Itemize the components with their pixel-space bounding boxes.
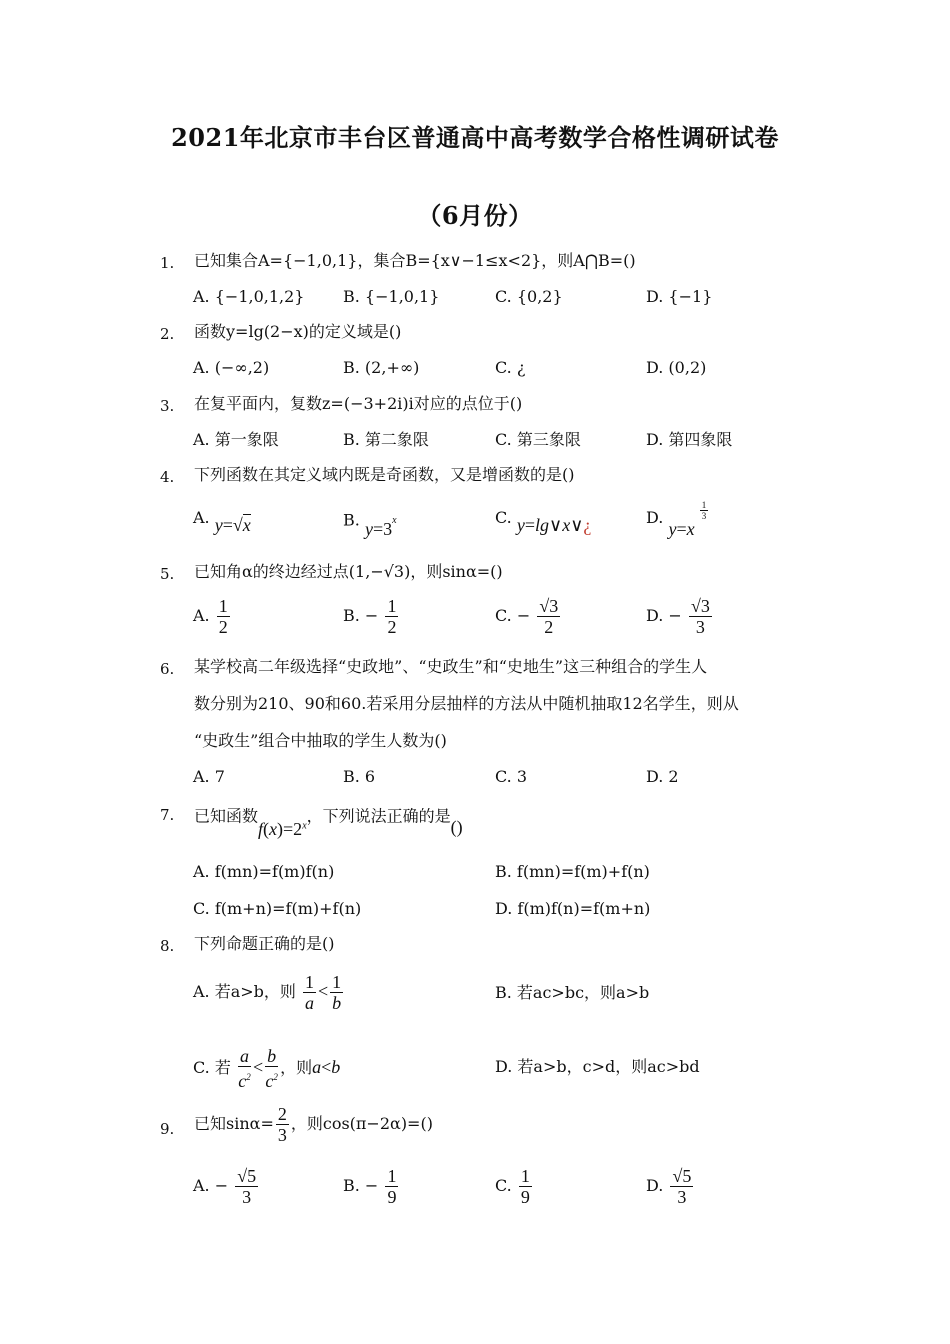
option-a[interactable]: A. f(mn)=f(m)f(n) (193, 862, 335, 881)
option-c[interactable]: C. − $\frac{√3}{2}$ (495, 596, 559, 637)
question-number: 1. (160, 254, 175, 272)
question-stem-line: “史政生”组合中抽取的学生人数为() (194, 731, 447, 750)
option-d[interactable]: D. (0,2) (646, 358, 707, 377)
option-label: B. − (343, 1176, 379, 1195)
question-number: 7. (160, 806, 175, 824)
option-d[interactable]: D. f(m)f(n)=f(m+n) (495, 899, 651, 918)
option-c[interactable]: C. f(m+n)=f(m)+f(n) (193, 899, 362, 918)
question-number: 9. (160, 1120, 175, 1138)
option-a[interactable]: A. 若a>b，则 $\frac{1}{a}$ < $\frac{1}{b}$ (193, 972, 342, 1013)
question-stem: 在复平面内，复数z=(−3+2i)i对应的点位于() (194, 394, 523, 413)
option-d[interactable]: D. 若a>b，c>d，则ac>bd (495, 1057, 700, 1076)
option-d[interactable]: D. 第四象限 (646, 430, 733, 449)
question-number: 4. (160, 468, 175, 486)
option-b[interactable]: B. {−1,0,1} (343, 287, 440, 306)
option-a[interactable]: A. y=√x (193, 508, 251, 535)
option-c[interactable]: C. y=lg∨x∨¿ (495, 508, 592, 535)
option-label: D. (646, 1176, 664, 1195)
option-b[interactable]: B. 第二象限 (343, 430, 429, 449)
option-a[interactable]: A. 7 (193, 767, 225, 786)
question-number: 3. (160, 397, 175, 415)
option-c[interactable]: C. 第三象限 (495, 430, 581, 449)
option-b[interactable]: B. − $\frac{1}{2}$ (343, 596, 397, 637)
option-label: B. − (343, 606, 379, 625)
question-stem: 下列命题正确的是() (194, 934, 335, 953)
option-label: B. (343, 510, 360, 530)
option-label: A. − (193, 1176, 229, 1195)
option-label: C. − (495, 606, 531, 625)
option-label: A. 若a>b，则 (193, 982, 296, 1001)
question-stem: 函数y=lg(2−x)的定义域是() (194, 322, 402, 341)
question-stem-line: 某学校高二年级选择“史政地”、“史政生”和“史地生”这三种组合的学生人 (194, 657, 708, 676)
exam-subtitle: （6月份） (417, 201, 533, 230)
question-number: 8. (160, 937, 175, 955)
option-b[interactable]: B. − $\frac{1}{9}$ (343, 1166, 397, 1207)
option-c[interactable]: C. ¿ (495, 358, 526, 377)
option-d[interactable]: D. − $\frac{√3}{3}$ (646, 596, 710, 637)
question-stem: 已知角α的终边经过点(1,−√3)，则sinα=() (194, 562, 503, 581)
stem-text: ，则cos(π−2α)=() (290, 1114, 433, 1133)
option-d[interactable]: D. $\frac{√5}{3}$ (646, 1166, 692, 1207)
option-label: C. (495, 508, 512, 527)
option-b[interactable]: B. $y=3^x$ (343, 510, 397, 540)
stem-text: 已知函数 (194, 806, 259, 826)
option-a[interactable]: A. − $\frac{√5}{3}$ (193, 1166, 257, 1207)
question-number: 6. (160, 660, 175, 678)
option-b[interactable]: B. f(mn)=f(m)+f(n) (495, 862, 650, 881)
stem-text: ，下列说法正确的是 (306, 806, 451, 826)
option-b[interactable]: B. 6 (343, 767, 376, 786)
option-c[interactable]: C. 若 $\frac{a}{c^2}$ < $\frac{b}{c^2}$ ，则a<b (193, 1046, 341, 1091)
option-c[interactable]: C. 3 (495, 767, 528, 786)
option-b[interactable]: B. 若ac>bc，则a>b (495, 983, 650, 1002)
question-stem: 已知集合A={−1,0,1}，集合B={x∨−1≤x<2}，则A⋂B=() (194, 251, 636, 270)
option-a[interactable]: A. (−∞,2) (193, 358, 270, 377)
question-number: 2. (160, 325, 175, 343)
exam-title: 2021年北京市丰台区普通高中高考数学合格性调研试卷 (171, 123, 779, 152)
option-label: A. (193, 508, 210, 527)
option-a[interactable]: A. $\frac{1}{2}$ (193, 596, 228, 637)
option-c[interactable]: C. {0,2} (495, 287, 563, 306)
option-d[interactable]: D. y=x $\frac{1}{3}$ (646, 500, 707, 539)
option-label: C. (495, 1176, 512, 1195)
option-d[interactable]: D. 2 (646, 767, 679, 786)
option-c[interactable]: C. $\frac{1}{9}$ (495, 1166, 530, 1207)
question-number: 5. (160, 565, 175, 583)
option-label: C. 若 (193, 1058, 231, 1077)
option-a[interactable]: A. 第一象限 (193, 430, 279, 449)
option-a[interactable]: A. {−1,0,1,2} (193, 287, 305, 306)
stem-text: 已知sinα= (194, 1114, 274, 1133)
question-stem: 下列函数在其定义域内既是奇函数，又是增函数的是() (194, 465, 575, 484)
option-label: D. (646, 508, 664, 527)
question-stem: 已知sinα= $\frac{2}{3}$ ，则cos(π−2α)=() (194, 1104, 433, 1145)
question-stem: 已知函数$f(x)=2^x$，下列说法正确的是() (194, 806, 463, 840)
option-label: D. − (646, 606, 682, 625)
option-d[interactable]: D. {−1} (646, 287, 713, 306)
option-b[interactable]: B. (2,+∞) (343, 358, 420, 377)
option-label: A. (193, 606, 210, 625)
question-stem-line: 数分别为210、90和60.若采用分层抽样的方法从中随机抽取12名学生，则从 (194, 694, 739, 713)
